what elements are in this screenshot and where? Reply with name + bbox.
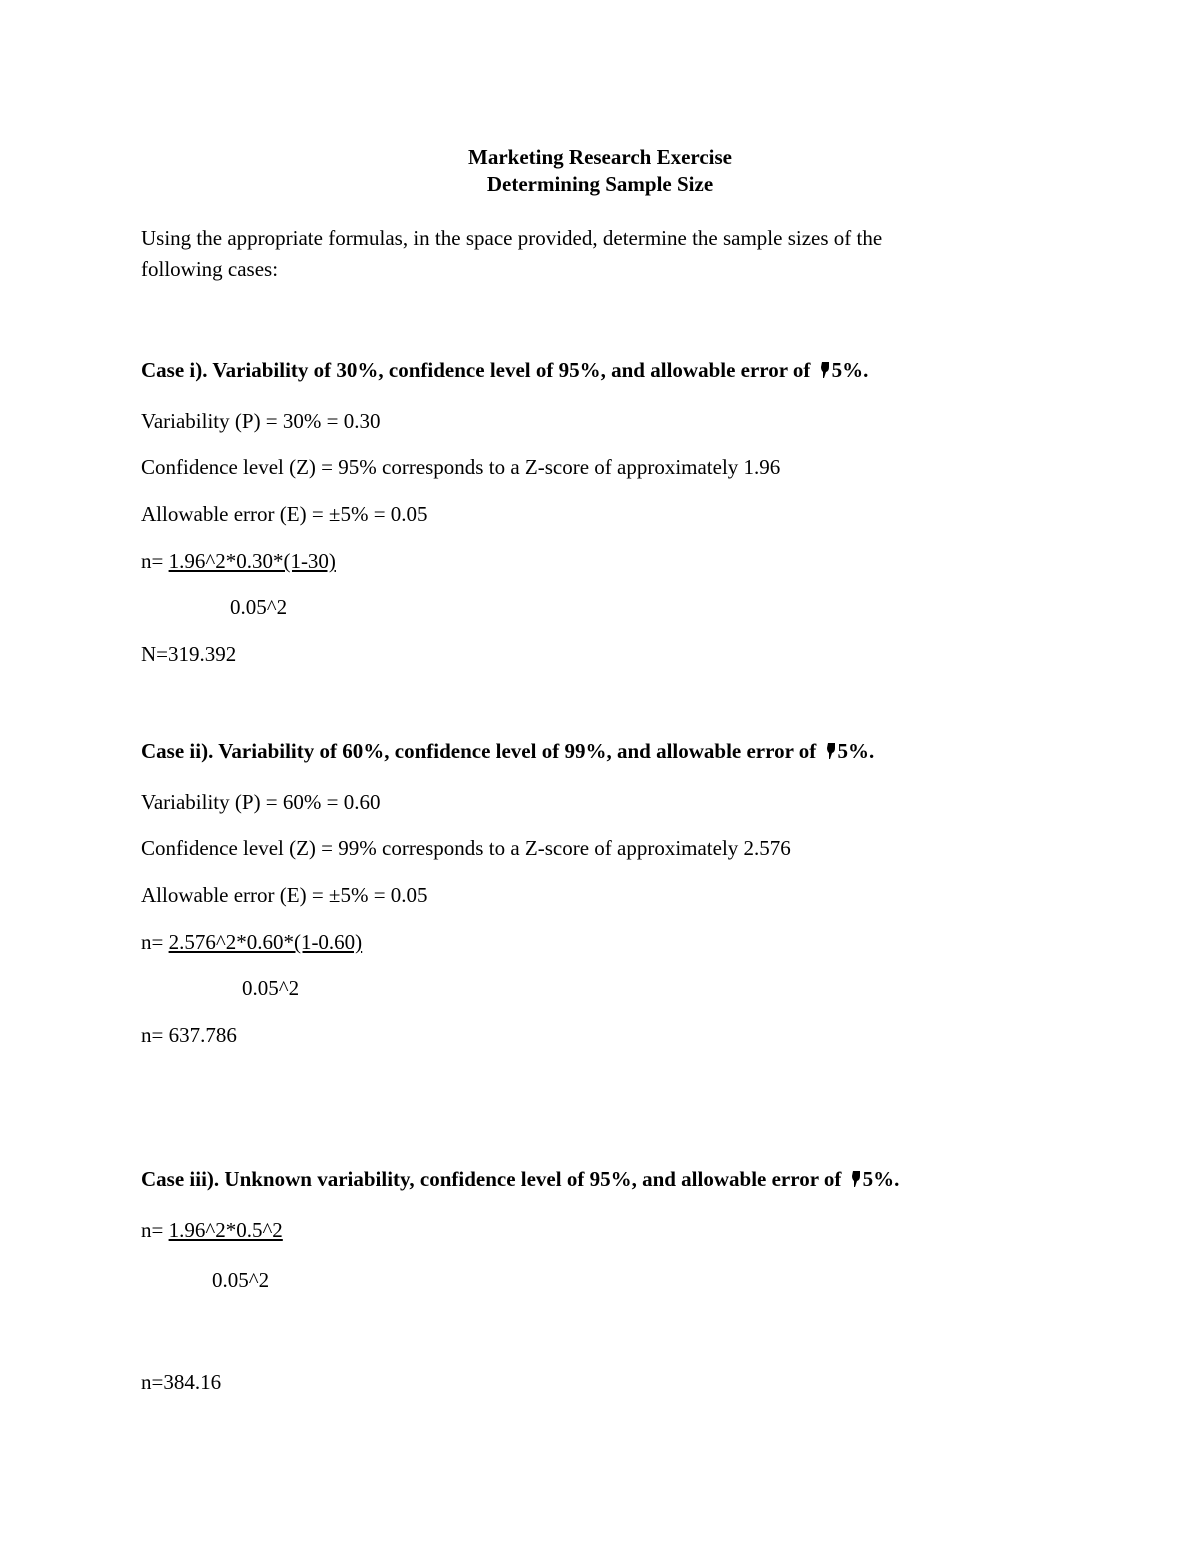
intro-line-2: following cases:	[141, 257, 279, 281]
case-2-heading	[141, 738, 874, 764]
case-1-confidence: Confidence level (Z) = 95% corresponds to a Z-score of approximately 1.96	[141, 455, 781, 479]
case-1-n-label: n=	[141, 549, 169, 573]
case-1-heading-text: Case i). Variability of 30%, confidence level of 95%, and allowable error of	[141, 358, 816, 382]
case-1-heading-pct: 5%.	[831, 358, 869, 382]
case-2-heading-pct: 5%.	[837, 739, 875, 763]
case-3-denominator: 0.05^2	[212, 1268, 270, 1292]
case-1-formula	[141, 548, 336, 574]
case-3-heading-text: Case iii). Unknown variability, confidence level of 95%, and allowable error of	[141, 1167, 847, 1191]
case-2-result: n= 637.786	[141, 1023, 237, 1047]
case-2-numerator: 2.576^2*0.60*(1-0.60)	[168, 930, 363, 954]
case-2-formula	[141, 929, 362, 955]
document-title: Marketing Research Exercise	[468, 145, 732, 169]
pm-glyph-icon	[820, 359, 830, 377]
case-3-numerator: 1.96^2*0.5^2	[168, 1218, 283, 1242]
document-subtitle: Determining Sample Size	[486, 172, 714, 196]
intro-line-1: Using the appropriate formulas, in the space provided, determine the sample sizes of the	[141, 226, 883, 250]
case-2-variability: Variability (P) = 60% = 0.60	[141, 790, 381, 814]
pm-glyph-icon	[851, 1168, 861, 1186]
case-3-n-label: n=	[141, 1218, 169, 1242]
case-1-variability: Variability (P) = 30% = 0.30	[141, 409, 381, 433]
case-2-heading-text: Case ii). Variability of 60%, confidence level of 99%, and allowable error of	[141, 739, 822, 763]
case-1-result: N=319.392	[141, 642, 237, 666]
case-3-formula	[141, 1217, 283, 1243]
case-2-denominator: 0.05^2	[242, 976, 300, 1000]
case-1-heading	[141, 357, 868, 383]
case-1-denominator: 0.05^2	[230, 595, 288, 619]
case-2-error: Allowable error (E) = ±5% = 0.05	[141, 883, 428, 907]
pm-glyph-icon	[826, 740, 836, 758]
case-3-result: n=384.16	[141, 1370, 222, 1394]
case-2-confidence: Confidence level (Z) = 99% corresponds to a Z-score of approximately 2.576	[141, 836, 791, 860]
case-1-error: Allowable error (E) = ±5% = 0.05	[141, 502, 428, 526]
case-2-n-label: n=	[141, 930, 169, 954]
case-3-heading	[141, 1166, 899, 1192]
case-3-heading-pct: 5%.	[862, 1167, 900, 1191]
case-1-numerator: 1.96^2*0.30*(1-30)	[168, 549, 336, 573]
